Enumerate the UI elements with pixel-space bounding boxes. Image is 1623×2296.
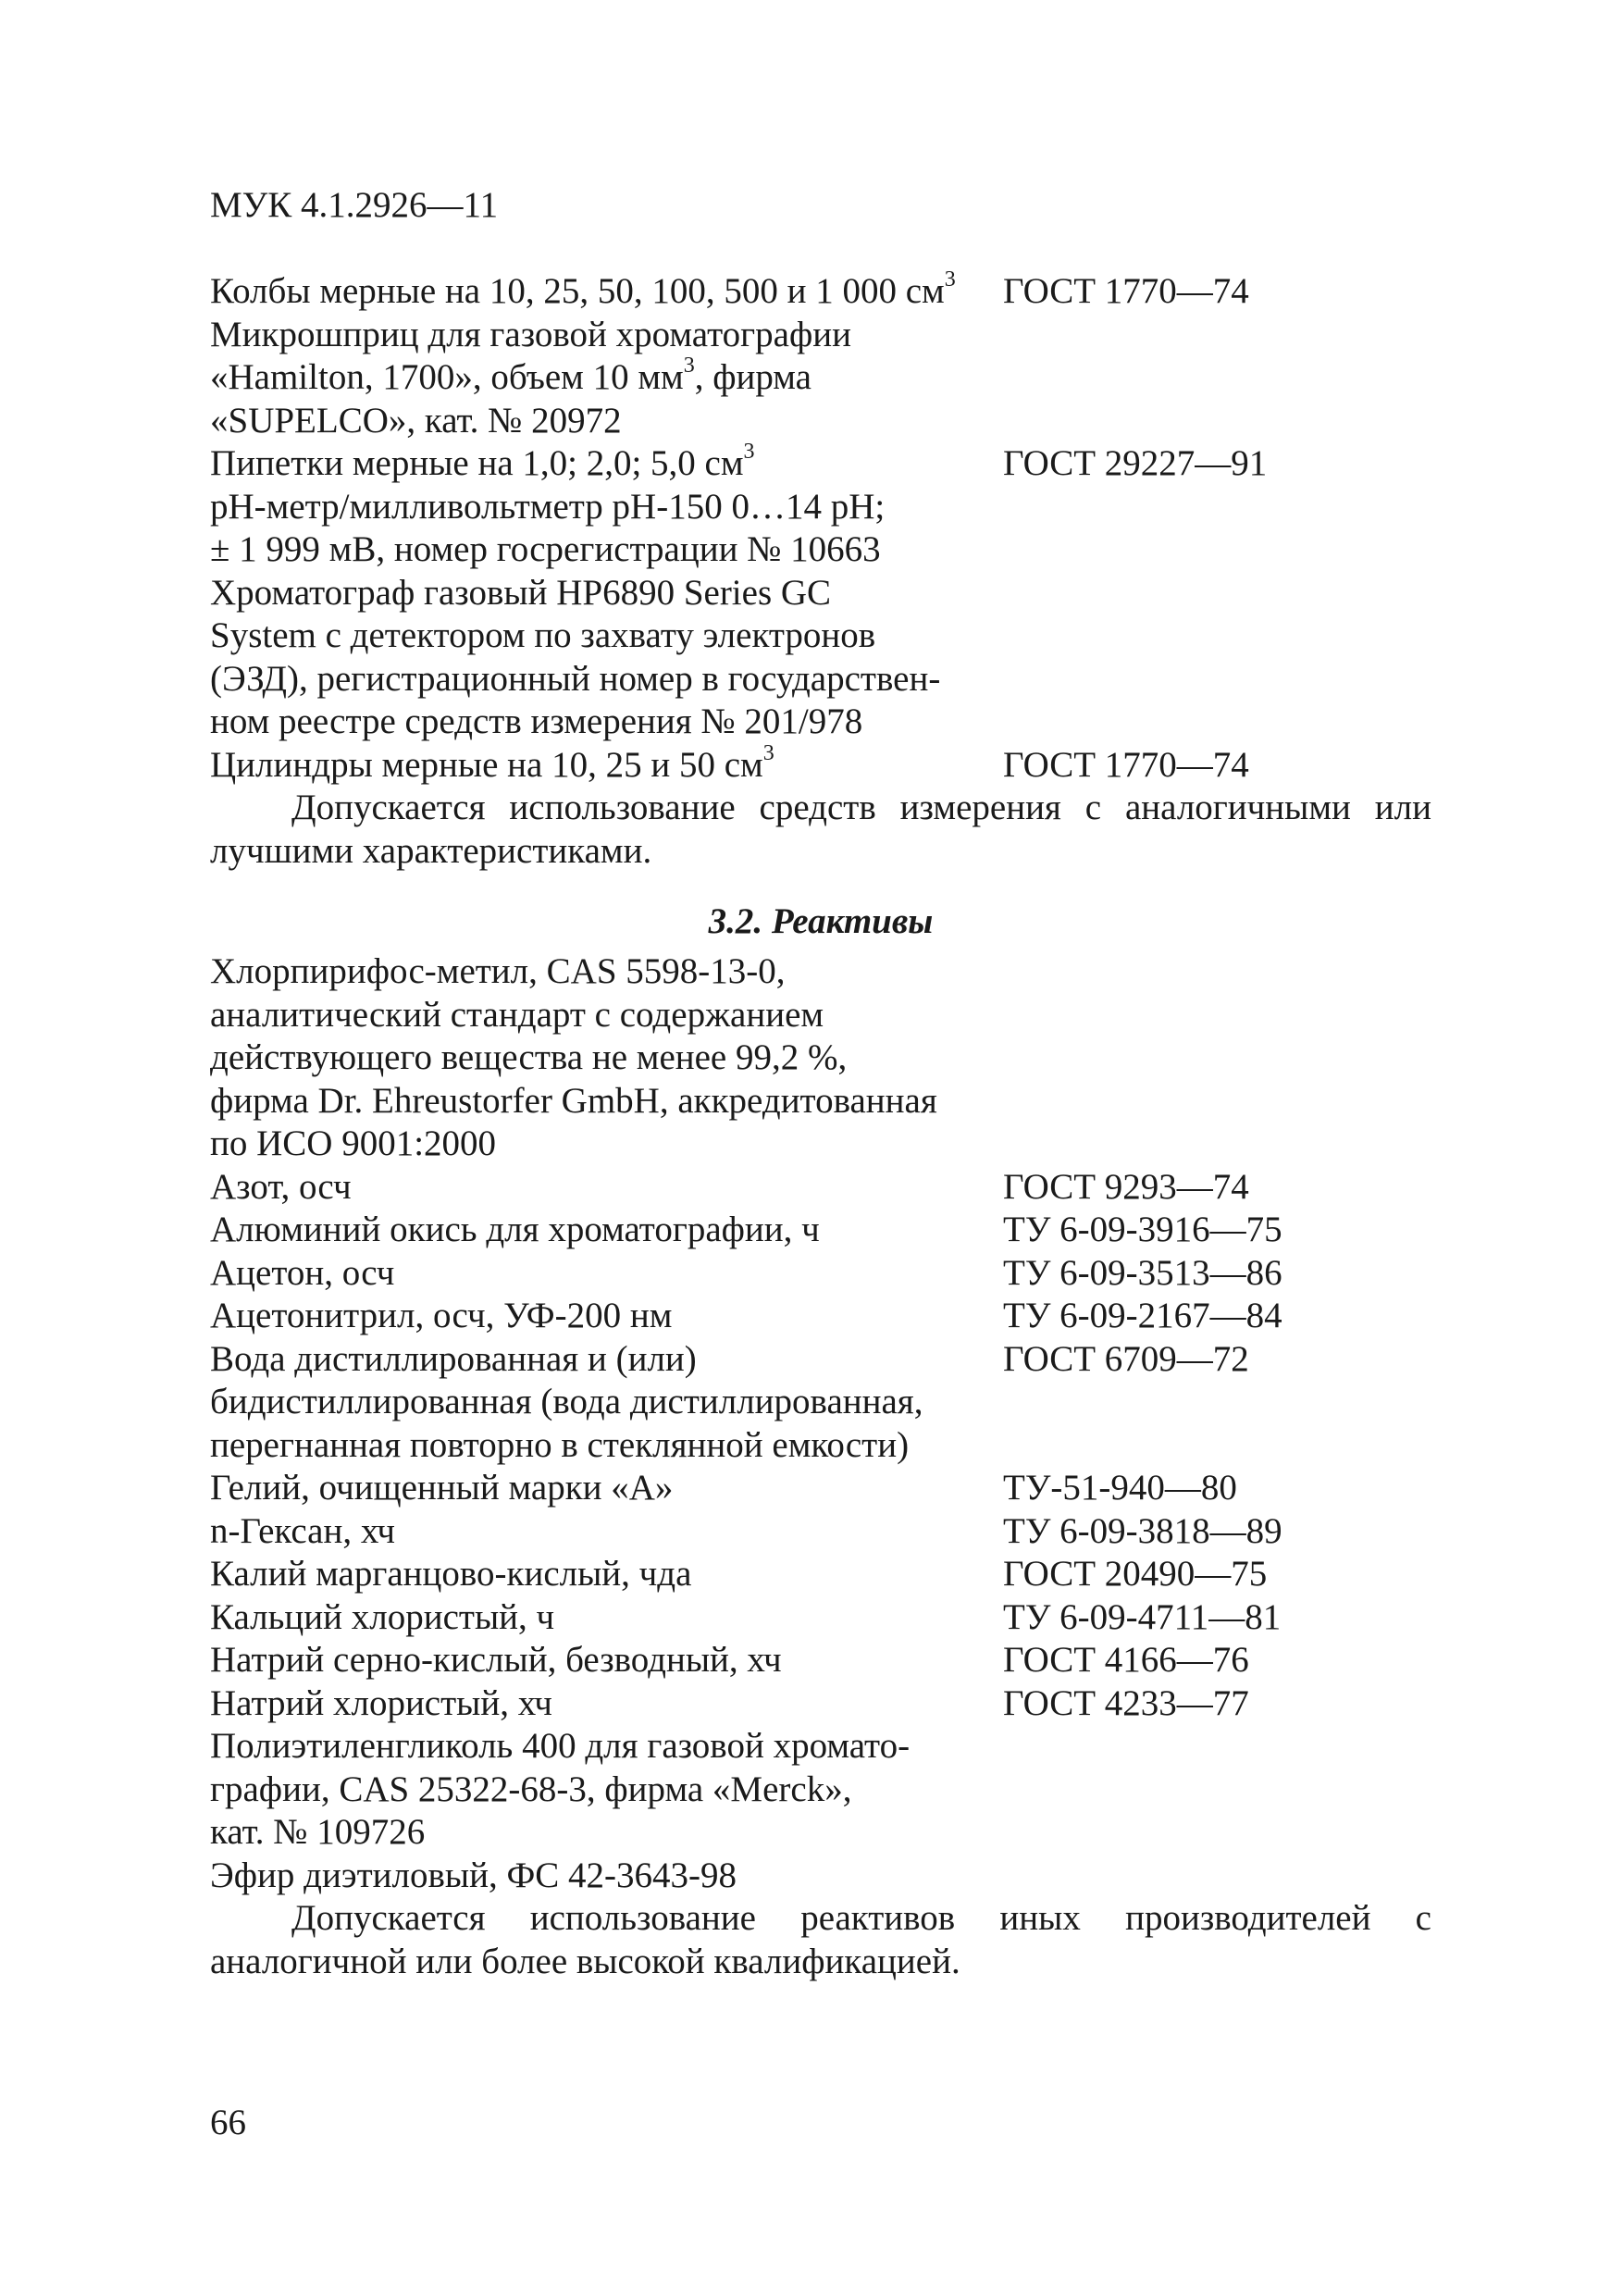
item-name: Кальций хлористый, ч [210, 1596, 555, 1637]
item-name: Гелий, очищенный марки «А» [210, 1468, 674, 1508]
item-name: Цилиндры мерные на 10, 25 и 50 $см^3$ [210, 740, 774, 785]
item-name: Хлорпирифос-метил, CAS 5598-13-0, [210, 951, 786, 991]
item-standard: ТУ 6-09-2167—84 [1003, 1296, 1282, 1335]
page-number: 66 [210, 2103, 246, 2142]
list-item [210, 1811, 1431, 1855]
item-name: Эфир диэтиловый, ФС 42-3643-98 [210, 1855, 737, 1895]
item-name: Калий марганцово-кислый, чда [210, 1554, 692, 1594]
list-item [210, 1252, 1431, 1296]
list-item [210, 950, 1431, 994]
item-standard: ГОСТ 4233—77 [1003, 1682, 1249, 1723]
item-standard: ГОСТ 29227—91 [1003, 443, 1268, 483]
list-item [210, 1467, 1431, 1510]
item-name: ± 1 999 мВ, номер госрегистрации № 10663 [210, 529, 881, 569]
list-item [210, 572, 1431, 615]
list-item [210, 1855, 1431, 1898]
list-item [210, 1080, 1431, 1123]
reagents-list [210, 950, 1431, 1897]
list-item [210, 1338, 1431, 1382]
item-standard: ГОСТ 6709—72 [1003, 1338, 1249, 1379]
list-item [210, 1424, 1431, 1468]
list-item [210, 1209, 1431, 1252]
list-item [210, 528, 1431, 572]
item-name: перегнанная повторно в стеклянной емкости) [210, 1424, 910, 1465]
item-name: pH-метр/милливольтметр pH-150 0…14 pH; [210, 486, 886, 527]
item-name: Алюминий окись для хроматографии, ч [210, 1210, 820, 1249]
item-standard: ТУ 6-09-3916—75 [1003, 1210, 1282, 1249]
list-item [210, 400, 1431, 443]
item-name: Полиэтиленгликоль 400 для газовой хромато- [210, 1726, 911, 1766]
list-item [210, 314, 1431, 357]
item-name: фирма Dr. Ehreustorfer GmbH, аккредитованная [210, 1080, 937, 1121]
list-item [210, 1123, 1431, 1166]
item-name: Хроматограф газовый HP6890 Series GC [210, 572, 832, 613]
list-item [210, 701, 1431, 744]
item-name: (ЭЗД), регистрационный номер в государствен- [210, 658, 941, 699]
item-standard: ГОСТ 1770—74 [1003, 271, 1249, 311]
list-item [210, 1596, 1431, 1640]
item-name: n-Гексан, хч [210, 1510, 395, 1551]
list-item [210, 1725, 1431, 1769]
item-name: Натрий хлористый, хч [210, 1682, 552, 1723]
list-item [210, 614, 1431, 658]
item-name: ном реестре средств измерения № 201/978 [210, 701, 863, 741]
list-item [210, 267, 1431, 314]
list-item [210, 658, 1431, 701]
item-name: аналитический стандарт с содержанием [210, 994, 824, 1035]
item-standard: ГОСТ 1770—74 [1003, 744, 1249, 785]
reagents-note: Допускается использование реактивов иных производителей с аналогичной или более высокой квалификацией. [210, 1898, 1431, 1981]
item-name: «Hamilton, 1700», объем 10 $мм^3$, фирма [210, 354, 812, 397]
item-name: Пипетки мерные на 1,0; 2,0; 5,0 $см^3$ [210, 440, 755, 483]
item-name: бидистиллированная (вода дистиллированная, [210, 1382, 923, 1421]
list-item [210, 1381, 1431, 1424]
item-name: Азот, осч [210, 1166, 352, 1207]
item-standard: ГОСТ 9293—74 [1003, 1166, 1249, 1207]
list-item [210, 442, 1431, 486]
item-standard: ТУ 6-09-3818—89 [1003, 1510, 1282, 1551]
list-item [210, 356, 1431, 400]
list-item [210, 1036, 1431, 1080]
item-standard: ГОСТ 4166—76 [1003, 1640, 1249, 1680]
list-item [210, 994, 1431, 1037]
item-name: Натрий серно-кислый, безводный, хч [210, 1640, 782, 1680]
item-name: Вода дистиллированная и (или) [210, 1338, 697, 1379]
equipment-list [210, 267, 1431, 787]
list-item [210, 1682, 1431, 1726]
section-title-reagents: 3.2. Реактивы [708, 901, 934, 941]
list-item [210, 740, 1431, 788]
item-standard: ТУ 6-09-4711—81 [1003, 1596, 1282, 1637]
item-standard: ТУ-51-940—80 [1003, 1468, 1237, 1508]
list-item [210, 1553, 1431, 1596]
item-name: Ацетон, осч [210, 1252, 395, 1293]
list-item [210, 1166, 1431, 1210]
item-name: Микрошприц для газовой хроматографии [210, 314, 851, 354]
item-name: кат. № 109726 [210, 1812, 426, 1852]
item-name: по ИСО 9001:2000 [210, 1123, 497, 1163]
list-item [210, 1295, 1431, 1338]
item-name: Колбы мерные на 10, 25, 50, 100, 500 и 1 000 $см^3$ [210, 267, 956, 311]
item-name: Ацетонитрил, осч, УФ-200 нм [210, 1296, 673, 1335]
item-standard: ТУ 6-09-3513—86 [1003, 1252, 1282, 1293]
list-item [210, 1639, 1431, 1682]
item-standard: ГОСТ 20490—75 [1003, 1554, 1268, 1594]
list-item [210, 1510, 1431, 1554]
list-item [210, 1769, 1431, 1812]
item-name: действующего вещества не менее 99,2 %, [210, 1037, 848, 1077]
list-item [210, 486, 1431, 529]
document-code-header: МУК 4.1.2926—11 [210, 185, 499, 225]
item-name: «SUPELCO», кат. № 20972 [210, 400, 622, 441]
equipment-note: Допускается использование средств измерения с аналогичными или лучшими характеристиками. [210, 788, 1431, 871]
item-name: System с детектором по захвату электронов [210, 615, 876, 655]
item-name: графии, CAS 25322-68-3, фирма «Merck», [210, 1769, 852, 1809]
